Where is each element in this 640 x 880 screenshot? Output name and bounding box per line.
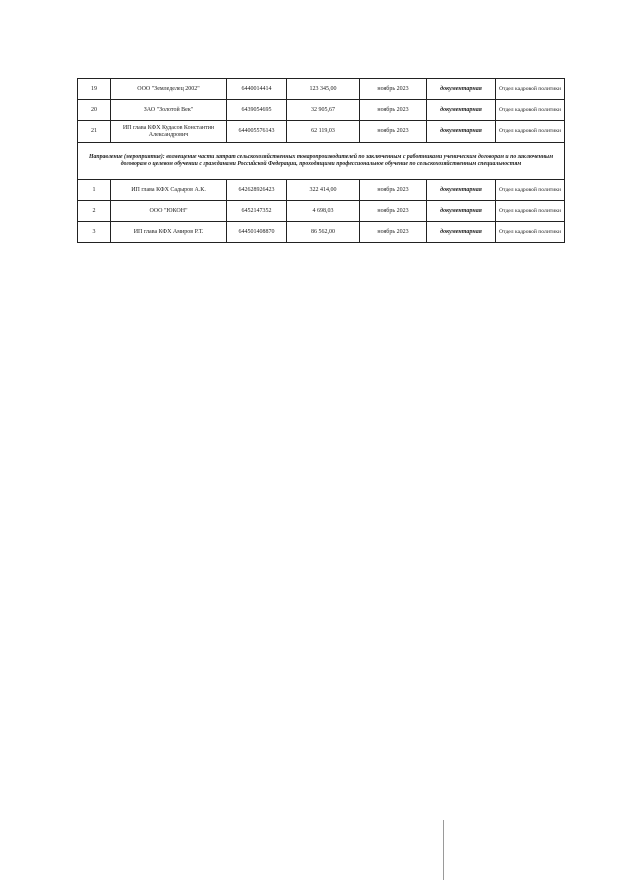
row-number: 3 <box>78 222 111 243</box>
table-row <box>78 121 565 143</box>
table-row <box>78 201 565 222</box>
row-number: 20 <box>78 100 111 121</box>
organization-name: ИП глава КФХ Кудасов Константин Александрович <box>111 121 227 143</box>
department-cell: Отдел кадровой политики <box>496 180 565 201</box>
control-form-cell: документарная <box>427 180 496 201</box>
organization-name: ООО "ЮКОН" <box>111 201 227 222</box>
table-row <box>78 100 565 121</box>
table-row <box>78 180 565 201</box>
organization-name: ООО "Земледелец 2002" <box>111 79 227 100</box>
department-cell: Отдел кадровой политики <box>496 100 565 121</box>
period-cell: ноябрь 2023 <box>360 100 427 121</box>
period-cell: ноябрь 2023 <box>360 79 427 100</box>
control-form-cell: документарная <box>427 222 496 243</box>
scan-artifact-line <box>443 820 444 880</box>
section-title: Направление (мероприятие): возмещение части затрат сельскохозяйственных товаропроизводителей по заключенным с работниками ученическим договорам и по заключенным договорам о целевом обучении с гражданами Российской Федерации, проходящими профессиональное обучение по сельскохозяйственным специальностям <box>78 143 565 180</box>
row-number: 21 <box>78 121 111 143</box>
control-form-cell: документарная <box>427 79 496 100</box>
department-cell: Отдел кадровой политики <box>496 201 565 222</box>
organization-name: ИП глава КФХ Садыров А.К. <box>111 180 227 201</box>
amount-cell: 62 119,03 <box>287 121 360 143</box>
amount-cell: 322 414,00 <box>287 180 360 201</box>
row-number: 1 <box>78 180 111 201</box>
inn-cell: 642628926423 <box>227 180 287 201</box>
period-cell: ноябрь 2023 <box>360 121 427 143</box>
table-row <box>78 222 565 243</box>
row-number: 19 <box>78 79 111 100</box>
row-number: 2 <box>78 201 111 222</box>
control-form-cell: документарная <box>427 201 496 222</box>
inn-cell: 6439054695 <box>227 100 287 121</box>
control-form-cell: документарная <box>427 100 496 121</box>
inn-cell: 644005576143 <box>227 121 287 143</box>
amount-cell: 86 562,00 <box>287 222 360 243</box>
department-cell: Отдел кадровой политики <box>496 79 565 100</box>
inn-cell: 644501408870 <box>227 222 287 243</box>
period-cell: ноябрь 2023 <box>360 201 427 222</box>
inn-cell: 6440014414 <box>227 79 287 100</box>
period-cell: ноябрь 2023 <box>360 222 427 243</box>
department-cell: Отдел кадровой политики <box>496 222 565 243</box>
control-form-cell: документарная <box>427 121 496 143</box>
amount-cell: 32 905,67 <box>287 100 360 121</box>
table-row <box>78 79 565 100</box>
organization-name: ЗАО "Золотой Век" <box>111 100 227 121</box>
amount-cell: 4 698,03 <box>287 201 360 222</box>
inn-cell: 6452147352 <box>227 201 287 222</box>
section-header-row <box>78 143 565 180</box>
amount-cell: 123 345,00 <box>287 79 360 100</box>
organization-name: ИП глава КФХ Амиров Р.Т. <box>111 222 227 243</box>
department-cell: Отдел кадровой политики <box>496 121 565 143</box>
document-table <box>77 78 565 243</box>
period-cell: ноябрь 2023 <box>360 180 427 201</box>
